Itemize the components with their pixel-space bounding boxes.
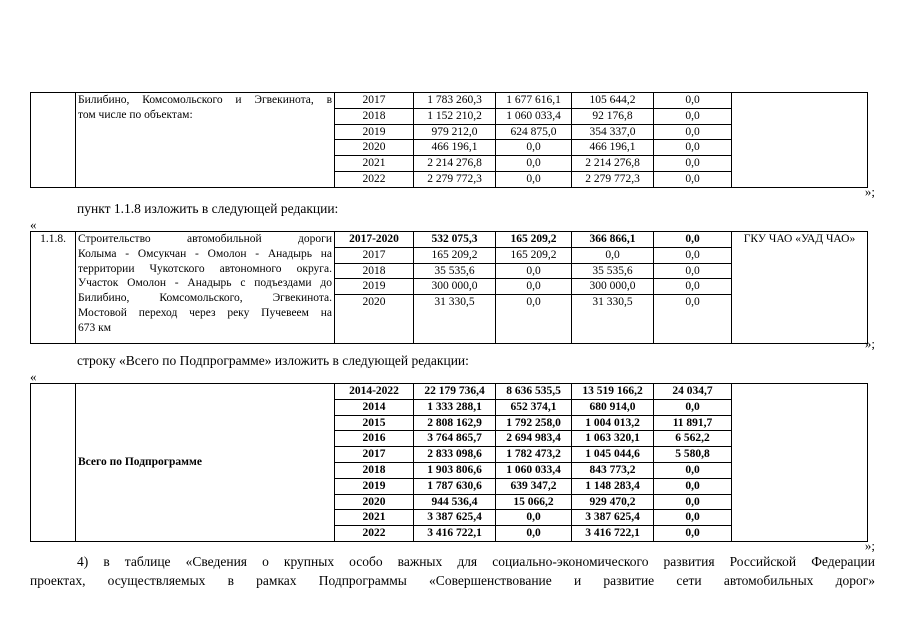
year-cell: 2021 — [335, 510, 414, 526]
total-cell: 35 535,6 — [414, 263, 496, 279]
funding-cell: 1 782 473,2 — [496, 447, 572, 463]
total-cell: 2 833 098,6 — [414, 447, 496, 463]
funding-cell: 1 148 283,4 — [572, 478, 654, 494]
funding-cell: 0,0 — [572, 247, 654, 263]
table-total — [30, 383, 868, 542]
total-cell: 3 764 865,7 — [414, 431, 496, 447]
year-cell: 2018 — [335, 108, 414, 124]
funding-cell: 0,0 — [654, 140, 732, 156]
funding-cell: 0,0 — [654, 108, 732, 124]
funding-cell: 105 644,2 — [572, 93, 654, 109]
total-cell: 1 152 210,2 — [414, 108, 496, 124]
total-cell: 1 903 806,6 — [414, 462, 496, 478]
total-cell: 31 330,5 — [414, 295, 496, 344]
year-cell: 2016 — [335, 431, 414, 447]
funding-cell: 1 677 616,1 — [496, 93, 572, 109]
funding-cell: 0,0 — [654, 478, 732, 494]
executor-cell — [732, 93, 868, 188]
funding-cell: 0,0 — [654, 399, 732, 415]
total-cell: 165 209,2 — [414, 247, 496, 263]
funding-cell: 3 387 625,4 — [572, 510, 654, 526]
funding-cell: 639 347,2 — [496, 478, 572, 494]
funding-cell: 1 792 258,0 — [496, 415, 572, 431]
funding-cell: 0,0 — [496, 279, 572, 295]
funding-cell: 8 636 535,5 — [496, 384, 572, 400]
funding-cell: 354 337,0 — [572, 124, 654, 140]
funding-cell: 24 034,7 — [654, 384, 732, 400]
description-line: Мостовой переход через реку Пучевеем на — [78, 306, 332, 319]
funding-cell: 680 914,0 — [572, 399, 654, 415]
funding-cell: 31 330,5 — [572, 295, 654, 344]
year-cell: 2017 — [335, 447, 414, 463]
total-cell: 466 196,1 — [414, 140, 496, 156]
year-cell: 2017-2020 — [335, 232, 414, 248]
table-row — [31, 384, 868, 400]
total-cell: 3 416 722,1 — [414, 526, 496, 542]
total-cell: 532 075,3 — [414, 232, 496, 248]
description-line: Участок Омолон - Анадырь с подъездами до — [78, 277, 332, 290]
funding-cell: 0,0 — [654, 247, 732, 263]
number-cell: 1.1.8. — [31, 232, 76, 344]
paragraph-3-line-1: 4) в таблице «Сведения о крупных особо важных для социально-экономического развития Российской Федерации — [77, 554, 875, 569]
funding-cell: 843 773,2 — [572, 462, 654, 478]
total-cell: 3 387 625,4 — [414, 510, 496, 526]
table1-body — [31, 93, 868, 188]
funding-cell: 0,0 — [654, 232, 732, 248]
funding-cell: 165 209,2 — [496, 247, 572, 263]
funding-cell: 0,0 — [496, 171, 572, 187]
total-cell: 979 212,0 — [414, 124, 496, 140]
funding-cell: 35 535,6 — [572, 263, 654, 279]
year-cell: 2022 — [335, 526, 414, 542]
funding-cell: 0,0 — [654, 510, 732, 526]
table-item-1-1-8 — [30, 231, 868, 344]
total-cell: 1 783 260,3 — [414, 93, 496, 109]
funding-cell: 3 416 722,1 — [572, 526, 654, 542]
description-line: 673 км — [78, 321, 111, 334]
number-cell — [31, 93, 76, 188]
funding-cell: 0,0 — [654, 295, 732, 344]
funding-cell: 1 060 033,4 — [496, 108, 572, 124]
table-row — [31, 232, 868, 248]
funding-cell: 652 374,1 — [496, 399, 572, 415]
funding-cell: 0,0 — [496, 526, 572, 542]
year-cell: 2022 — [335, 171, 414, 187]
table2-body — [31, 232, 868, 344]
open-quote-2: « — [30, 369, 37, 384]
year-cell: 2019 — [335, 478, 414, 494]
description-line: Колыма - Омсукчан - Омолон - Анадырь на — [78, 247, 332, 260]
year-cell: 2014 — [335, 399, 414, 415]
funding-cell: 5 580,8 — [654, 447, 732, 463]
year-cell: 2020 — [335, 295, 414, 344]
funding-cell: 15 066,2 — [496, 494, 572, 510]
funding-cell: 1 045 044,6 — [572, 447, 654, 463]
funding-cell: 2 694 983,4 — [496, 431, 572, 447]
total-cell: 2 214 276,8 — [414, 156, 496, 172]
table-row — [31, 93, 868, 109]
funding-cell: 466 196,1 — [572, 140, 654, 156]
year-cell: 2014-2022 — [335, 384, 414, 400]
year-cell: 2017 — [335, 247, 414, 263]
funding-cell: 1 063 320,1 — [572, 431, 654, 447]
funding-cell: 0,0 — [654, 263, 732, 279]
close-quote-3: »; — [864, 538, 875, 553]
funding-cell: 92 176,8 — [572, 108, 654, 124]
total-cell: 22 179 736,4 — [414, 384, 496, 400]
total-cell: 944 536,4 — [414, 494, 496, 510]
total-cell: 300 000,0 — [414, 279, 496, 295]
description-line: Билибино, Комсомольского, Эгвекинота. — [78, 292, 332, 305]
year-cell: 2018 — [335, 263, 414, 279]
year-cell: 2021 — [335, 156, 414, 172]
funding-cell: 0,0 — [496, 156, 572, 172]
funding-cell: 2 279 772,3 — [572, 171, 654, 187]
funding-cell: 0,0 — [654, 494, 732, 510]
funding-cell: 0,0 — [496, 263, 572, 279]
number-cell — [31, 384, 76, 542]
close-quote-2: »; — [864, 336, 875, 351]
year-cell: 2015 — [335, 415, 414, 431]
close-quote: »; — [864, 184, 875, 199]
open-quote: « — [30, 217, 37, 232]
executor-cell — [732, 384, 868, 542]
funding-cell: 0,0 — [654, 171, 732, 187]
funding-cell: 0,0 — [654, 462, 732, 478]
description-line: том числе по объектам: — [78, 108, 193, 121]
year-cell: 2020 — [335, 140, 414, 156]
year-cell: 2019 — [335, 124, 414, 140]
funding-cell: 0,0 — [496, 140, 572, 156]
total-cell: 1 787 630,6 — [414, 478, 496, 494]
funding-cell: 0,0 — [496, 295, 572, 344]
funding-cell: 300 000,0 — [572, 279, 654, 295]
table3-body — [31, 384, 868, 542]
funding-cell: 13 519 166,2 — [572, 384, 654, 400]
funding-cell: 0,0 — [654, 124, 732, 140]
paragraph-1: пункт 1.1.8 изложить в следующей редакции: — [77, 201, 339, 216]
year-cell: 2020 — [335, 494, 414, 510]
funding-cell: 366 866,1 — [572, 232, 654, 248]
year-cell: 2018 — [335, 462, 414, 478]
table-continuation — [30, 92, 868, 188]
subprogram-label-cell: Всего по Подпрограмме — [76, 384, 335, 542]
executor-cell: ГКУ ЧАО «УАД ЧАО» — [732, 232, 868, 344]
funding-cell: 6 562,2 — [654, 431, 732, 447]
description-line: Строительство автомобильной дороги — [78, 233, 332, 245]
description-cell — [76, 232, 335, 344]
paragraph-2: строку «Всего по Подпрограмме» изложить в следующей редакции: — [77, 353, 469, 368]
funding-cell: 0,0 — [496, 510, 572, 526]
description-line: Билибино, Комсомольского и Эгвекинота, в — [78, 94, 332, 106]
total-cell: 1 333 288,1 — [414, 399, 496, 415]
funding-cell: 1 060 033,4 — [496, 462, 572, 478]
total-cell: 2 808 162,9 — [414, 415, 496, 431]
paragraph-3-line-2: проектах, осуществляемых в рамках Подпрограммы «Совершенствование и развитие сети автомобильных дорог» — [30, 573, 875, 588]
total-cell: 2 279 772,3 — [414, 171, 496, 187]
year-cell: 2019 — [335, 279, 414, 295]
funding-cell: 624 875,0 — [496, 124, 572, 140]
description-cell — [76, 93, 335, 188]
funding-cell: 11 891,7 — [654, 415, 732, 431]
year-cell: 2017 — [335, 93, 414, 109]
funding-cell: 929 470,2 — [572, 494, 654, 510]
funding-cell: 2 214 276,8 — [572, 156, 654, 172]
funding-cell: 0,0 — [654, 279, 732, 295]
funding-cell: 0,0 — [654, 93, 732, 109]
description-line: территории Чукотского автономного округа. — [78, 262, 332, 275]
funding-cell: 0,0 — [654, 156, 732, 172]
funding-cell: 165 209,2 — [496, 232, 572, 248]
funding-cell: 1 004 013,2 — [572, 415, 654, 431]
funding-cell: 0,0 — [654, 526, 732, 542]
